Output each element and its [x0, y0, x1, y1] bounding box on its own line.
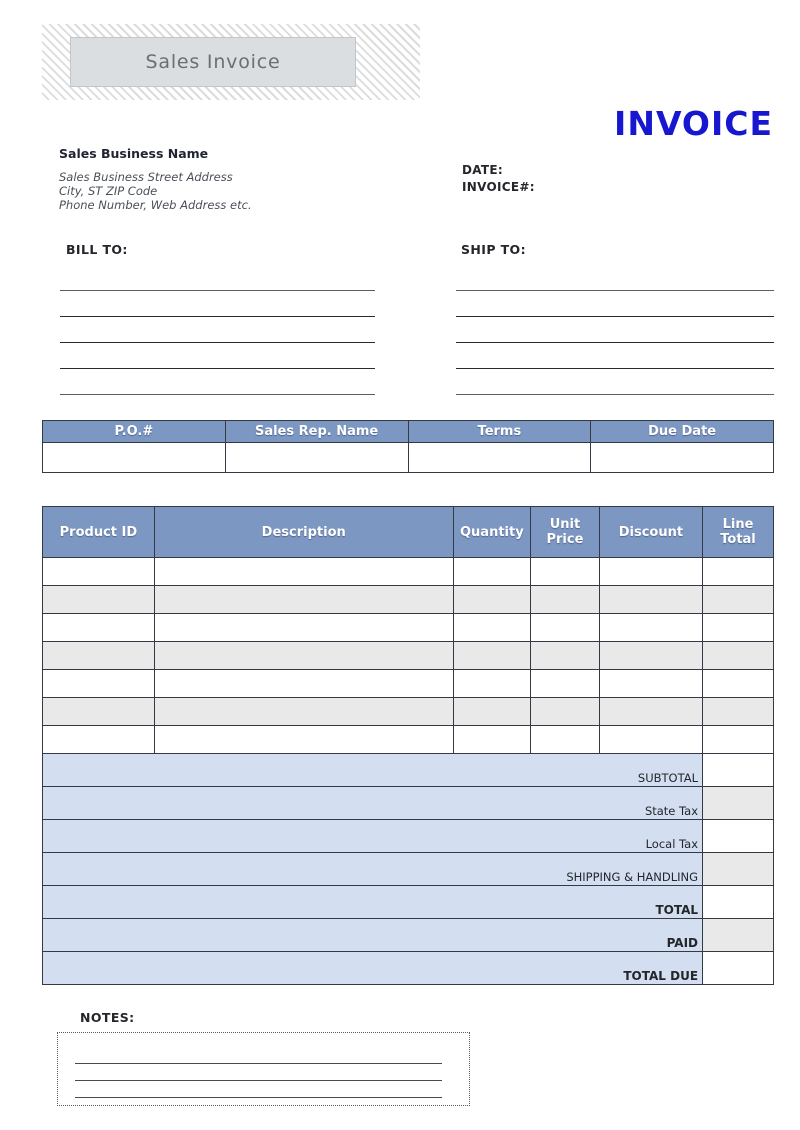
line-items-table — [42, 506, 774, 985]
table-row — [43, 670, 774, 698]
table-row — [43, 558, 774, 586]
item-cell-description[interactable] — [154, 614, 453, 642]
item-cell-quantity[interactable] — [453, 614, 530, 642]
item-cell-line-total[interactable] — [703, 642, 774, 670]
totals-label-total-due: TOTAL DUE — [43, 952, 703, 985]
totals-row-paid — [43, 919, 774, 952]
bill-to-line-4[interactable] — [60, 343, 375, 369]
item-cell-product-id[interactable] — [43, 642, 155, 670]
totals-value-state-tax[interactable] — [703, 787, 774, 820]
po-header-sales-rep: Sales Rep. Name — [225, 421, 408, 443]
bill-to-line-5[interactable] — [60, 369, 375, 395]
table-row — [43, 642, 774, 670]
business-info-block — [59, 146, 399, 212]
item-cell-quantity[interactable] — [453, 558, 530, 586]
table-row — [43, 586, 774, 614]
totals-row-shipping-handling — [43, 853, 774, 886]
ship-to-line-5[interactable] — [456, 369, 774, 395]
item-cell-line-total[interactable] — [703, 726, 774, 754]
ship-to-line-1[interactable] — [456, 265, 774, 291]
po-header-due-date: Due Date — [591, 421, 774, 443]
po-info-table — [42, 420, 774, 473]
item-cell-description[interactable] — [154, 698, 453, 726]
item-cell-unit-price[interactable] — [531, 670, 600, 698]
item-cell-discount[interactable] — [599, 726, 702, 754]
notes-box[interactable] — [57, 1032, 470, 1106]
ship-to-line-4[interactable] — [456, 343, 774, 369]
item-cell-quantity[interactable] — [453, 586, 530, 614]
totals-label-paid: PAID — [43, 919, 703, 952]
item-cell-quantity[interactable] — [453, 642, 530, 670]
business-address-line-1: Sales Business Street Address — [59, 170, 233, 184]
po-header-terms: Terms — [408, 421, 591, 443]
item-cell-unit-price[interactable] — [531, 586, 600, 614]
item-cell-quantity[interactable] — [453, 698, 530, 726]
item-cell-line-total[interactable] — [703, 558, 774, 586]
po-header-po-number: P.O.# — [43, 421, 226, 443]
item-cell-unit-price[interactable] — [531, 726, 600, 754]
item-cell-quantity[interactable] — [453, 670, 530, 698]
totals-value-local-tax[interactable] — [703, 820, 774, 853]
item-cell-description[interactable] — [154, 642, 453, 670]
item-cell-unit-price[interactable] — [531, 614, 600, 642]
item-cell-description[interactable] — [154, 670, 453, 698]
items-header-product-id — [43, 507, 155, 558]
date-label: DATE: — [462, 163, 503, 177]
table-row — [43, 698, 774, 726]
bill-to-line-6[interactable] — [60, 395, 375, 421]
totals-value-total-due[interactable] — [703, 952, 774, 985]
item-cell-unit-price[interactable] — [531, 642, 600, 670]
page-title: INVOICE — [614, 104, 773, 143]
item-cell-discount[interactable] — [599, 614, 702, 642]
item-cell-product-id[interactable] — [43, 726, 155, 754]
items-header-description-text: Description — [261, 524, 346, 540]
notes-line-1[interactable] — [75, 1047, 442, 1064]
items-header-product-id-text: Product ID — [59, 524, 138, 540]
po-cell-due-date[interactable] — [591, 443, 774, 473]
items-header-line-total — [703, 507, 774, 558]
bill-to-lines — [60, 265, 375, 421]
items-header-discount — [599, 507, 702, 558]
bill-to-line-1[interactable] — [60, 265, 375, 291]
item-cell-product-id[interactable] — [43, 698, 155, 726]
notes-line-3[interactable] — [75, 1081, 442, 1098]
logo-placeholder-label: Sales Invoice — [145, 51, 281, 73]
item-cell-unit-price[interactable] — [531, 558, 600, 586]
logo-placeholder-box[interactable] — [70, 37, 356, 87]
po-value-row — [43, 443, 774, 473]
table-row — [43, 614, 774, 642]
totals-label-shipping-handling: SHIPPING & HANDLING — [43, 853, 703, 886]
totals-value-paid[interactable] — [703, 919, 774, 952]
totals-label-local-tax: Local Tax — [43, 820, 703, 853]
po-cell-po-number[interactable] — [43, 443, 226, 473]
item-cell-quantity[interactable] — [453, 726, 530, 754]
ship-to-label: SHIP TO: — [461, 242, 526, 257]
item-cell-product-id[interactable] — [43, 614, 155, 642]
business-address-line-3: Phone Number, Web Address etc. — [59, 198, 252, 212]
business-name: Sales Business Name — [59, 146, 209, 161]
totals-row-local-tax — [43, 820, 774, 853]
item-cell-product-id[interactable] — [43, 670, 155, 698]
notes-line-2[interactable] — [75, 1064, 442, 1081]
item-cell-product-id[interactable] — [43, 586, 155, 614]
item-cell-unit-price[interactable] — [531, 698, 600, 726]
item-cell-discount[interactable] — [599, 642, 702, 670]
item-cell-line-total[interactable] — [703, 698, 774, 726]
bill-to-line-3[interactable] — [60, 317, 375, 343]
business-address-line-2: City, ST ZIP Code — [59, 184, 158, 198]
totals-row-total-due — [43, 952, 774, 985]
items-header-unit-price-text-1: Unit — [549, 517, 581, 532]
ship-to-line-6[interactable] — [456, 395, 774, 421]
item-cell-discount[interactable] — [599, 558, 702, 586]
ship-to-line-3[interactable] — [456, 317, 774, 343]
totals-label-subtotal: SUBTOTAL — [43, 754, 703, 787]
items-header-discount-text: Discount — [618, 524, 684, 540]
invoice-meta-block — [462, 162, 535, 196]
item-cell-product-id[interactable] — [43, 558, 155, 586]
items-header-quantity-text: Quantity — [459, 524, 524, 540]
item-cell-description[interactable] — [154, 586, 453, 614]
ship-to-line-2[interactable] — [456, 291, 774, 317]
item-cell-line-total[interactable] — [703, 586, 774, 614]
items-header-description — [154, 507, 453, 558]
item-cell-description[interactable] — [154, 726, 453, 754]
po-cell-sales-rep[interactable] — [225, 443, 408, 473]
totals-value-shipping-handling[interactable] — [703, 853, 774, 886]
item-cell-description[interactable] — [154, 558, 453, 586]
item-cell-line-total[interactable] — [703, 614, 774, 642]
bill-to-label: BILL TO: — [66, 242, 128, 257]
totals-value-total[interactable] — [703, 886, 774, 919]
item-cell-discount[interactable] — [599, 670, 702, 698]
items-header-line-total-text-1: Line — [722, 517, 754, 532]
item-cell-discount[interactable] — [599, 698, 702, 726]
invoice-number-label: INVOICE#: — [462, 180, 535, 194]
item-cell-line-total[interactable] — [703, 670, 774, 698]
totals-row-subtotal — [43, 754, 774, 787]
item-cell-discount[interactable] — [599, 586, 702, 614]
notes-lines — [75, 1047, 442, 1098]
totals-row-total — [43, 886, 774, 919]
items-header-quantity — [453, 507, 530, 558]
items-header-unit-price — [531, 507, 600, 558]
logo-placeholder-area[interactable] — [42, 24, 420, 100]
po-cell-terms[interactable] — [408, 443, 591, 473]
totals-row-state-tax — [43, 787, 774, 820]
items-header-line-total-text-2: Total — [720, 532, 756, 547]
table-row — [43, 726, 774, 754]
ship-to-lines — [456, 265, 774, 421]
items-header-unit-price-text-2: Price — [546, 532, 584, 547]
bill-to-line-2[interactable] — [60, 291, 375, 317]
po-header-row — [43, 421, 774, 443]
items-header-row — [43, 507, 774, 558]
notes-label: NOTES: — [80, 1010, 135, 1025]
totals-label-state-tax: State Tax — [43, 787, 703, 820]
totals-value-subtotal[interactable] — [703, 754, 774, 787]
totals-label-total: TOTAL — [43, 886, 703, 919]
